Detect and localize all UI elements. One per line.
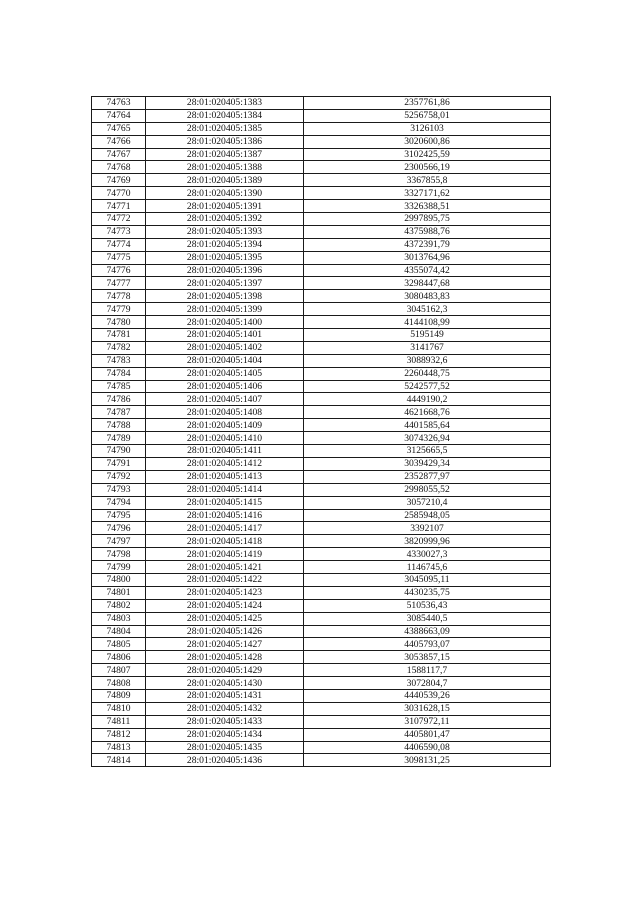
cadastral-value-cell: 4405801,47 <box>304 728 551 741</box>
cadastral-number-cell: 28:01:020405:1422 <box>146 573 304 586</box>
row-number-cell: 74765 <box>92 122 146 135</box>
cadastral-number-cell: 28:01:020405:1408 <box>146 406 304 419</box>
table-row <box>92 702 551 715</box>
cadastral-value-cell: 2352877,97 <box>304 470 551 483</box>
row-number-cell: 74810 <box>92 702 146 715</box>
cadastral-number-cell: 28:01:020405:1411 <box>146 445 304 458</box>
cadastral-value-cell: 4440539,26 <box>304 689 551 702</box>
table-row <box>92 754 551 767</box>
row-number-cell: 74803 <box>92 612 146 625</box>
cadastral-number-cell: 28:01:020405:1385 <box>146 122 304 135</box>
cadastral-number-cell: 28:01:020405:1398 <box>146 290 304 303</box>
row-number-cell: 74796 <box>92 522 146 535</box>
table-row <box>92 535 551 548</box>
row-number-cell: 74772 <box>92 213 146 226</box>
cadastral-number-cell: 28:01:020405:1416 <box>146 509 304 522</box>
table-row <box>92 200 551 213</box>
row-number-cell: 74802 <box>92 599 146 612</box>
cadastral-number-cell: 28:01:020405:1399 <box>146 303 304 316</box>
row-number-cell: 74777 <box>92 277 146 290</box>
cadastral-number-cell: 28:01:020405:1401 <box>146 329 304 342</box>
cadastral-value-cell: 3013764,96 <box>304 251 551 264</box>
row-number-cell: 74787 <box>92 406 146 419</box>
cadastral-number-cell: 28:01:020405:1429 <box>146 664 304 677</box>
row-number-cell: 74781 <box>92 329 146 342</box>
cadastral-value-cell: 4375988,76 <box>304 225 551 238</box>
cadastral-value-cell: 3392107 <box>304 522 551 535</box>
table-row <box>92 483 551 496</box>
table-row <box>92 135 551 148</box>
cadastral-number-cell: 28:01:020405:1391 <box>146 200 304 213</box>
table-row <box>92 213 551 226</box>
table-row <box>92 122 551 135</box>
cadastral-number-cell: 28:01:020405:1402 <box>146 341 304 354</box>
cadastral-number-cell: 28:01:020405:1397 <box>146 277 304 290</box>
cadastral-value-cell: 3020600,86 <box>304 135 551 148</box>
cadastral-value-cell: 4430235,75 <box>304 586 551 599</box>
cadastral-value-cell: 3053857,15 <box>304 651 551 664</box>
cadastral-number-cell: 28:01:020405:1412 <box>146 457 304 470</box>
cadastral-value-cell: 3088932,6 <box>304 354 551 367</box>
cadastral-number-cell: 28:01:020405:1407 <box>146 393 304 406</box>
table-row <box>92 148 551 161</box>
cadastral-number-cell: 28:01:020405:1400 <box>146 316 304 329</box>
cadastral-value-cell: 2357761,86 <box>304 97 551 110</box>
row-number-cell: 74806 <box>92 651 146 664</box>
table-row <box>92 187 551 200</box>
cadastral-number-cell: 28:01:020405:1428 <box>146 651 304 664</box>
row-number-cell: 74811 <box>92 715 146 728</box>
row-number-cell: 74786 <box>92 393 146 406</box>
cadastral-value-cell: 4621668,76 <box>304 406 551 419</box>
table-row <box>92 432 551 445</box>
cadastral-value-cell: 3072804,7 <box>304 677 551 690</box>
cadastral-value-cell: 3327171,62 <box>304 187 551 200</box>
row-number-cell: 74778 <box>92 290 146 303</box>
table-row <box>92 277 551 290</box>
table-row <box>92 651 551 664</box>
table-row <box>92 367 551 380</box>
cadastral-number-cell: 28:01:020405:1427 <box>146 638 304 651</box>
table-row <box>92 109 551 122</box>
cadastral-value-cell: 2997895,75 <box>304 213 551 226</box>
cadastral-number-cell: 28:01:020405:1425 <box>146 612 304 625</box>
cadastral-number-cell: 28:01:020405:1413 <box>146 470 304 483</box>
row-number-cell: 74808 <box>92 677 146 690</box>
row-number-cell: 74771 <box>92 200 146 213</box>
cadastral-value-cell: 5256758,01 <box>304 109 551 122</box>
cadastral-value-cell: 3098131,25 <box>304 754 551 767</box>
cadastral-number-cell: 28:01:020405:1419 <box>146 548 304 561</box>
row-number-cell: 74789 <box>92 432 146 445</box>
cadastral-value-cell: 4330027,3 <box>304 548 551 561</box>
cadastral-value-cell: 3102425,59 <box>304 148 551 161</box>
row-number-cell: 74809 <box>92 689 146 702</box>
table-row <box>92 251 551 264</box>
cadastral-number-cell: 28:01:020405:1410 <box>146 432 304 445</box>
cadastral-number-cell: 28:01:020405:1393 <box>146 225 304 238</box>
cadastral-number-cell: 28:01:020405:1394 <box>146 238 304 251</box>
cadastral-value-cell: 1588117,7 <box>304 664 551 677</box>
row-number-cell: 74805 <box>92 638 146 651</box>
cadastral-number-cell: 28:01:020405:1392 <box>146 213 304 226</box>
cadastral-number-cell: 28:01:020405:1424 <box>146 599 304 612</box>
row-number-cell: 74792 <box>92 470 146 483</box>
cadastral-number-cell: 28:01:020405:1389 <box>146 174 304 187</box>
row-number-cell: 74770 <box>92 187 146 200</box>
cadastral-number-cell: 28:01:020405:1417 <box>146 522 304 535</box>
table-row <box>92 393 551 406</box>
cadastral-number-cell: 28:01:020405:1421 <box>146 561 304 574</box>
cadastral-value-cell: 1146745,6 <box>304 561 551 574</box>
cadastral-number-cell: 28:01:020405:1430 <box>146 677 304 690</box>
cadastral-number-cell: 28:01:020405:1395 <box>146 251 304 264</box>
table-row <box>92 561 551 574</box>
table-row <box>92 264 551 277</box>
cadastral-number-cell: 28:01:020405:1409 <box>146 419 304 432</box>
table-row <box>92 664 551 677</box>
row-number-cell: 74764 <box>92 109 146 122</box>
table-row <box>92 290 551 303</box>
cadastral-value-cell: 4405793,07 <box>304 638 551 651</box>
row-number-cell: 74783 <box>92 354 146 367</box>
table-row <box>92 625 551 638</box>
table-row <box>92 741 551 754</box>
row-number-cell: 74763 <box>92 97 146 110</box>
table-row <box>92 303 551 316</box>
table-row <box>92 470 551 483</box>
table-row <box>92 457 551 470</box>
cadastral-number-cell: 28:01:020405:1426 <box>146 625 304 638</box>
row-number-cell: 74797 <box>92 535 146 548</box>
table-row <box>92 174 551 187</box>
cadastral-value-cell: 2260448,75 <box>304 367 551 380</box>
table-row <box>92 638 551 651</box>
row-number-cell: 74804 <box>92 625 146 638</box>
cadastral-number-cell: 28:01:020405:1434 <box>146 728 304 741</box>
cadastral-number-cell: 28:01:020405:1396 <box>146 264 304 277</box>
cadastral-number-cell: 28:01:020405:1436 <box>146 754 304 767</box>
cadastral-value-cell: 3141767 <box>304 341 551 354</box>
row-number-cell: 74780 <box>92 316 146 329</box>
table-row <box>92 677 551 690</box>
table-row <box>92 715 551 728</box>
cadastral-value-cell: 3080483,83 <box>304 290 551 303</box>
row-number-cell: 74807 <box>92 664 146 677</box>
table-row <box>92 689 551 702</box>
cadastral-value-cell: 4372391,79 <box>304 238 551 251</box>
cadastral-number-cell: 28:01:020405:1406 <box>146 380 304 393</box>
table-row <box>92 341 551 354</box>
cadastral-value-cell: 510536,43 <box>304 599 551 612</box>
cadastral-number-cell: 28:01:020405:1384 <box>146 109 304 122</box>
cadastral-number-cell: 28:01:020405:1415 <box>146 496 304 509</box>
cadastral-value-cell: 3126103 <box>304 122 551 135</box>
table-row <box>92 496 551 509</box>
cadastral-value-table <box>91 96 551 767</box>
table-row <box>92 238 551 251</box>
cadastral-number-cell: 28:01:020405:1405 <box>146 367 304 380</box>
cadastral-value-cell: 3298447,68 <box>304 277 551 290</box>
row-number-cell: 74793 <box>92 483 146 496</box>
table-row <box>92 612 551 625</box>
cadastral-value-cell: 4406590,08 <box>304 741 551 754</box>
cadastral-number-cell: 28:01:020405:1431 <box>146 689 304 702</box>
cadastral-value-cell: 3820999,96 <box>304 535 551 548</box>
cadastral-value-cell: 4355074,42 <box>304 264 551 277</box>
cadastral-number-cell: 28:01:020405:1423 <box>146 586 304 599</box>
cadastral-value-cell: 3039429,34 <box>304 457 551 470</box>
table-row <box>92 522 551 535</box>
cadastral-number-cell: 28:01:020405:1388 <box>146 161 304 174</box>
table-row <box>92 354 551 367</box>
cadastral-value-cell: 3045095,11 <box>304 573 551 586</box>
cadastral-number-cell: 28:01:020405:1432 <box>146 702 304 715</box>
cadastral-value-cell: 3057210,4 <box>304 496 551 509</box>
cadastral-number-cell: 28:01:020405:1386 <box>146 135 304 148</box>
cadastral-value-cell: 3074326,94 <box>304 432 551 445</box>
table-row <box>92 586 551 599</box>
cadastral-value-cell: 3031628,15 <box>304 702 551 715</box>
cadastral-value-cell: 2300566,19 <box>304 161 551 174</box>
cadastral-number-cell: 28:01:020405:1435 <box>146 741 304 754</box>
table-row <box>92 380 551 393</box>
cadastral-value-cell: 3107972,11 <box>304 715 551 728</box>
row-number-cell: 74775 <box>92 251 146 264</box>
table-row <box>92 316 551 329</box>
row-number-cell: 74779 <box>92 303 146 316</box>
cadastral-value-cell: 2998055,52 <box>304 483 551 496</box>
cadastral-value-cell: 3045162,3 <box>304 303 551 316</box>
cadastral-value-cell: 4449190,2 <box>304 393 551 406</box>
row-number-cell: 74769 <box>92 174 146 187</box>
cadastral-value-cell: 4144108,99 <box>304 316 551 329</box>
table-row <box>92 728 551 741</box>
cadastral-value-cell: 5195149 <box>304 329 551 342</box>
table-row <box>92 599 551 612</box>
table-row <box>92 548 551 561</box>
table-row <box>92 445 551 458</box>
cadastral-number-cell: 28:01:020405:1387 <box>146 148 304 161</box>
table-row <box>92 406 551 419</box>
row-number-cell: 74788 <box>92 419 146 432</box>
table-row <box>92 419 551 432</box>
row-number-cell: 74766 <box>92 135 146 148</box>
row-number-cell: 74767 <box>92 148 146 161</box>
cadastral-value-cell: 5242577,52 <box>304 380 551 393</box>
table-row <box>92 573 551 586</box>
cadastral-value-cell: 2585948,05 <box>304 509 551 522</box>
table-row <box>92 509 551 522</box>
row-number-cell: 74784 <box>92 367 146 380</box>
cadastral-value-cell: 4388663,09 <box>304 625 551 638</box>
cadastral-number-cell: 28:01:020405:1390 <box>146 187 304 200</box>
table-row <box>92 161 551 174</box>
row-number-cell: 74790 <box>92 445 146 458</box>
table-row <box>92 329 551 342</box>
row-number-cell: 74776 <box>92 264 146 277</box>
row-number-cell: 74795 <box>92 509 146 522</box>
cadastral-number-cell: 28:01:020405:1404 <box>146 354 304 367</box>
cadastral-value-cell: 3367855,8 <box>304 174 551 187</box>
row-number-cell: 74798 <box>92 548 146 561</box>
row-number-cell: 74794 <box>92 496 146 509</box>
row-number-cell: 74791 <box>92 457 146 470</box>
cadastral-number-cell: 28:01:020405:1414 <box>146 483 304 496</box>
row-number-cell: 74773 <box>92 225 146 238</box>
row-number-cell: 74814 <box>92 754 146 767</box>
row-number-cell: 74812 <box>92 728 146 741</box>
row-number-cell: 74801 <box>92 586 146 599</box>
cadastral-value-cell: 3125665,5 <box>304 445 551 458</box>
cadastral-value-cell: 4401585,64 <box>304 419 551 432</box>
cadastral-number-cell: 28:01:020405:1433 <box>146 715 304 728</box>
cadastral-value-cell: 3085440,5 <box>304 612 551 625</box>
row-number-cell: 74768 <box>92 161 146 174</box>
row-number-cell: 74800 <box>92 573 146 586</box>
table-body <box>92 97 551 767</box>
cadastral-number-cell: 28:01:020405:1418 <box>146 535 304 548</box>
cadastral-value-cell: 3326388,51 <box>304 200 551 213</box>
row-number-cell: 74785 <box>92 380 146 393</box>
row-number-cell: 74799 <box>92 561 146 574</box>
table-row <box>92 97 551 110</box>
table-row <box>92 225 551 238</box>
cadastral-number-cell: 28:01:020405:1383 <box>146 97 304 110</box>
row-number-cell: 74813 <box>92 741 146 754</box>
row-number-cell: 74782 <box>92 341 146 354</box>
row-number-cell: 74774 <box>92 238 146 251</box>
